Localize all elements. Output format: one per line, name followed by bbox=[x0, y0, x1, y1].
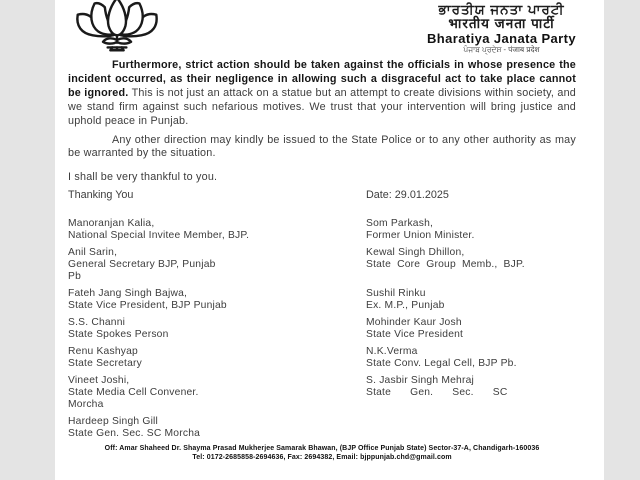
letterhead bbox=[68, 0, 576, 55]
bjp-lotus-logo-icon bbox=[70, 0, 164, 59]
paragraph-1 bbox=[68, 59, 576, 129]
signatory-name: Renu Kashyap bbox=[68, 346, 138, 358]
signatory-title: State Gen. Sec. SC bbox=[366, 387, 508, 399]
signatory-title: Former Union Minister. bbox=[366, 230, 475, 242]
signatory-title: Morcha bbox=[68, 399, 104, 411]
signatory-title: State Vice President bbox=[366, 329, 464, 341]
signatory-row bbox=[68, 346, 576, 370]
signatory-name: N.K.Verma bbox=[366, 346, 418, 358]
region-subtitle: ਪੰਜਾਬ ਪ੍ਰਦੇਸ਼ - पंजाब प्रदेश bbox=[463, 45, 540, 54]
letter-page bbox=[55, 0, 604, 480]
letterhead-titles bbox=[427, 0, 576, 54]
signatory-title: Ex. M.P., Punjab bbox=[366, 300, 445, 312]
signatory-name: Mohinder Kaur Josh bbox=[366, 317, 462, 329]
signatory-row bbox=[68, 218, 576, 242]
party-name-gurmukhi: ਭਾਰਤੀਯ ਜਨਤਾ ਪਾਰਟੀ bbox=[438, 2, 565, 17]
paragraph-2: Any other direction may kindly be issued to the State Police or to any other authority as may be warranted by the situation. bbox=[68, 133, 576, 160]
signatory-title: Pb bbox=[68, 271, 81, 283]
paragraph-1-bold: Furthermore, strict action should be taken against the officials in whose presence the incident occurred, as their negligence in allowing such a disgraceful act to take place cannot be ignored. bbox=[68, 59, 576, 99]
signatory-row bbox=[68, 416, 576, 440]
signatory-title: General Secretary BJP, Punjab bbox=[68, 259, 216, 271]
signatory-name: Fateh Jang Singh Bajwa, bbox=[68, 288, 188, 300]
signatory-list bbox=[68, 218, 576, 440]
signatory-name: S. Jasbir Singh Mehraj bbox=[366, 375, 474, 387]
footer-contact-line: Tel: 0172-2685858-2694636, Fax: 2694382, Email: bjppunjab.chd@gmail.com bbox=[192, 453, 452, 461]
signatory-row bbox=[68, 288, 576, 312]
party-name-hindi: भारतीय जनता पार्टी bbox=[448, 16, 555, 31]
letter-date: Date: 29.01.2025 bbox=[366, 189, 449, 202]
closing-line: I shall be very thankful to you. bbox=[68, 171, 218, 184]
signatory-name: Hardeep Singh Gill bbox=[68, 416, 159, 428]
signatory-name: Manoranjan Kalia, bbox=[68, 218, 155, 230]
signatory-title: National Special Invitee Member, BJP. bbox=[68, 230, 250, 242]
thanking-date-row bbox=[68, 189, 576, 201]
signatory-name: Sushil Rinku bbox=[366, 288, 426, 300]
signatory-row bbox=[68, 247, 576, 283]
signatory-title: State Spokes Person bbox=[68, 329, 169, 341]
signatory-name: Vineet Joshi, bbox=[68, 375, 130, 387]
signatory-title: State Secretary bbox=[68, 358, 142, 370]
signatory-title: State Gen. Sec. SC Morcha bbox=[68, 428, 201, 440]
office-address-footer bbox=[68, 445, 576, 462]
signatory-name: Kewal Singh Dhillon, bbox=[366, 247, 465, 259]
party-name-english: Bharatiya Janata Party bbox=[427, 31, 576, 46]
footer-address-line: Off: Amar Shaheed Dr. Shayma Prasad Mukherjee Samarak Bhawan, (BJP Office Punjab State) Sector-37-A, Chandigarh-160036 bbox=[104, 445, 540, 453]
thanking-you: Thanking You bbox=[68, 189, 134, 202]
signatory-row bbox=[68, 375, 576, 411]
signatory-title: State Conv. Legal Cell, BJP Pb. bbox=[366, 358, 517, 370]
paragraph-1-regular: This is not just an attack on a statue but an attempt to create divisions within society, and we stand firm against such nefarious motives. We trust that your intervention will bring justice and uphold peace in Punjab. bbox=[68, 86, 576, 127]
signatory-row bbox=[68, 317, 576, 341]
signatory-name: S.S. Channi bbox=[68, 317, 126, 329]
signatory-title: State Vice President, BJP Punjab bbox=[68, 300, 227, 312]
signatory-name: Anil Sarin, bbox=[68, 247, 118, 259]
signatory-name: Som Parkash, bbox=[366, 218, 434, 230]
signatory-title: State Core Group Memb., BJP. bbox=[366, 259, 525, 271]
signatory-title: State Media Cell Convener. bbox=[68, 387, 199, 399]
